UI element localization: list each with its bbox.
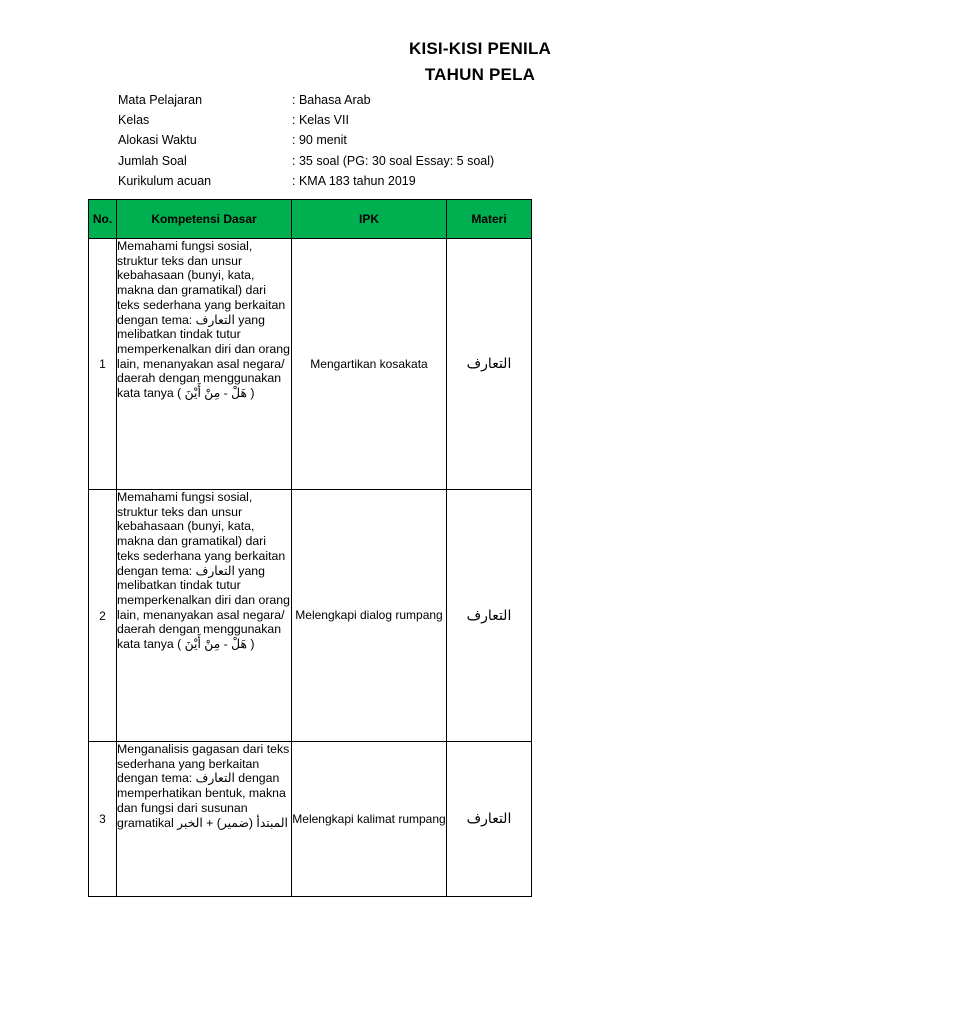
kd-text: Memahami fungsi sosial, struktur teks dan unsur kebahasaan (bunyi, kata, makna dan gramatikal) dari teks sederhana yang berkaitan dengan tema: التعارف yang melibatkan tindak tutur memperkenalkan diri dan orang lain, menanyakan asal negara/ daerah dengan menggunakan kata tanya ( هَلْ - مِنْ أَيْنَ ) (117, 490, 290, 652)
kisi-kisi-table (88, 199, 532, 897)
info-value: : KMA 183 tahun 2019 (292, 173, 416, 188)
kd-text: Memahami fungsi sosial, struktur teks dan unsur kebahasaan (bunyi, kata, makna dan gramatikal) dari teks sederhana yang berkaitan dengan tema: التعارف yang melibatkan tindak tutur memperkenalkan diri dan orang lain, menanyakan asal negara/ daerah dengan menggunakan kata tanya ( هَلْ - مِنْ أَيْنَ ) (117, 239, 290, 401)
cell-materi: التعارف (447, 742, 532, 897)
info-value: : 90 menit (292, 133, 347, 148)
cell-no: 1 (89, 239, 117, 490)
info-value: : Bahasa Arab (292, 93, 371, 107)
cell-ipk: Melengkapi dialog rumpang (292, 490, 447, 742)
cell-kompetensi-dasar (117, 742, 292, 897)
table-header-row (89, 200, 532, 239)
info-label: Mata Pelajaran (118, 93, 203, 107)
info-row-class (118, 110, 538, 130)
title-line-1: KISI-KISI PENILA (408, 39, 552, 58)
table-row (89, 490, 532, 742)
cell-no: 3 (89, 742, 117, 897)
table-row (89, 239, 532, 490)
info-row-subject (118, 90, 538, 110)
cell-materi: التعارف (447, 239, 532, 490)
cell-kompetensi-dasar (117, 239, 292, 490)
document-title (0, 36, 552, 92)
cell-no: 2 (89, 490, 117, 742)
kd-text: Menganalisis gagasan dari teks sederhana yang berkaitan dengan tema: التعارف dengan memperhatikan bentuk, makna dan fungsi dari susunan gramatikal المبتدأ (ضمير) + الخبر (117, 742, 290, 830)
cell-ipk: Melengkapi kalimat rumpang (292, 742, 447, 897)
cell-kompetensi-dasar (117, 490, 292, 742)
info-row-time (118, 130, 538, 150)
column-header-materi: Materi (447, 200, 532, 239)
info-label: Jumlah Soal (118, 153, 187, 168)
info-block (118, 90, 538, 191)
cell-ipk: Mengartikan kosakata (292, 239, 447, 490)
table-row (89, 742, 532, 897)
info-row-questions (118, 151, 538, 171)
title-line-2: TAHUN PELA (424, 65, 536, 84)
cell-materi: التعارف (447, 490, 532, 742)
info-value: : Kelas VII (292, 113, 349, 128)
info-label: Alokasi Waktu (118, 133, 197, 148)
info-label: Kelas (118, 113, 150, 128)
column-header-ipk: IPK (292, 200, 447, 239)
column-header-kompetensi-dasar: Kompetensi Dasar (117, 200, 292, 239)
info-value: : 35 soal (PG: 30 soal Essay: 5 soal) (292, 153, 495, 168)
column-header-no: No. (89, 200, 117, 239)
info-label: Kurikulum acuan (118, 173, 212, 188)
info-row-curriculum (118, 171, 538, 191)
